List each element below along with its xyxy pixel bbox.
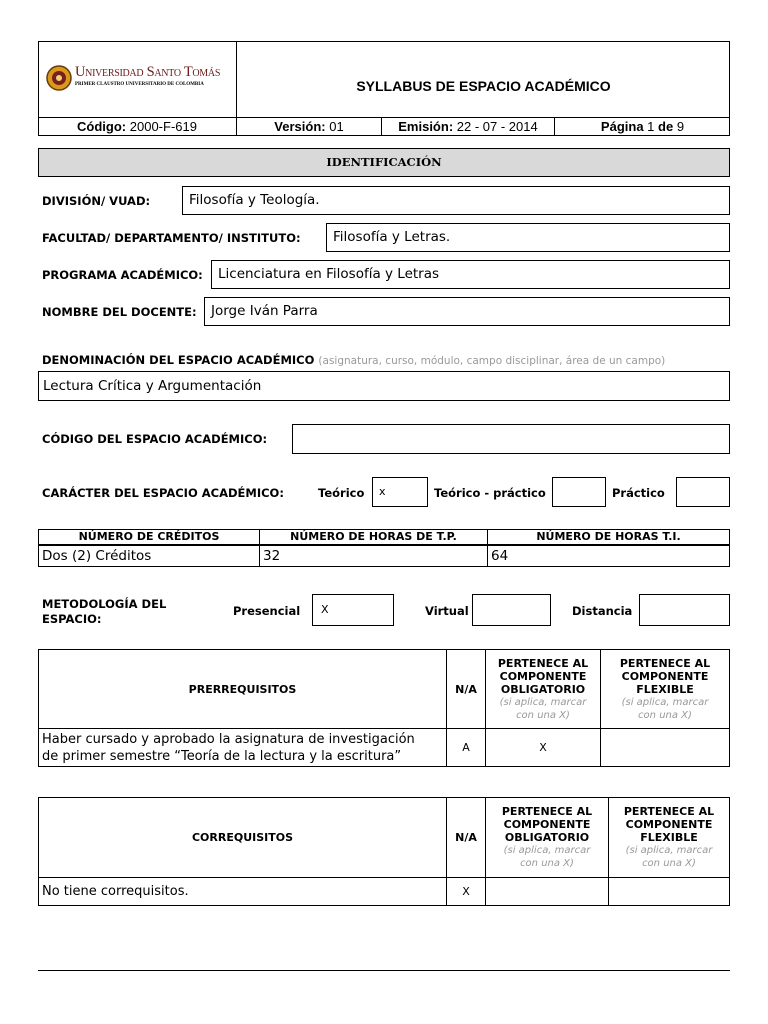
denominacion-field[interactable]: Lectura Crítica y Argumentación (38, 371, 730, 401)
correquisitos-row-na: X (447, 878, 486, 906)
correquisitos-table (38, 797, 730, 906)
footer-rule (38, 970, 730, 971)
codigo-espacio-label: CÓDIGO DEL ESPACIO ACADÉMICO: (42, 432, 268, 446)
prerrequisitos-row-na: A (447, 729, 486, 767)
division-field[interactable]: Filosofía y Teología. (182, 186, 730, 215)
codigo-espacio-field[interactable] (292, 424, 730, 454)
creditos-header: NÚMERO DE CRÉDITOS (39, 530, 260, 545)
caracter-label: CARÁCTER DEL ESPACIO ACADÉMICO: (42, 486, 284, 500)
correquisitos-row-text: No tiene correquisitos. (39, 878, 447, 906)
correquisitos-header: CORREQUISITOS (39, 798, 447, 878)
horas-tp-value: 32 (260, 545, 488, 567)
prerrequisitos-flexible-header: PERTENECE AL COMPONENTE FLEXIBLE (si aplica, marcar con una X) (601, 650, 730, 729)
correquisitos-flexible-header: PERTENECE AL COMPONENTE FLEXIBLE (si aplica, marcar con una X) (609, 798, 730, 878)
docente-field[interactable]: Jorge Iván Parra (204, 297, 730, 326)
teorico-label: Teórico (318, 486, 365, 500)
distancia-label: Distancia (572, 604, 633, 618)
facultad-field[interactable]: Filosofía y Letras. (326, 223, 730, 252)
university-seal-icon (46, 65, 72, 91)
teorico-practico-label: Teórico - práctico (434, 486, 546, 500)
document-title: SYLLABUS DE ESPACIO ACADÉMICO (356, 78, 611, 94)
correquisitos-obligatorio-header: PERTENECE AL COMPONENTE OBLIGATORIO (si aplica, marcar con una X) (486, 798, 609, 878)
prerrequisitos-row-text: Haber cursado y aprobado la asignatura de investigación de primer semestre “Teoría de la lectura y la escritura” (39, 729, 447, 767)
teorico-checkbox[interactable]: x (372, 477, 428, 507)
practico-checkbox[interactable] (676, 477, 730, 507)
university-logo (46, 64, 232, 94)
distancia-checkbox[interactable] (639, 594, 730, 626)
horas-ti-value: 64 (488, 545, 730, 567)
correquisitos-row-obligatorio (486, 878, 609, 906)
horas-tp-header: NÚMERO DE HORAS DE T.P. (260, 530, 488, 545)
correquisitos-row-flexible (609, 878, 730, 906)
prerrequisitos-table (38, 649, 730, 767)
prerrequisitos-row-obligatorio: X (486, 729, 601, 767)
correquisitos-na-header: N/A (447, 798, 486, 878)
prerrequisitos-obligatorio-header: PERTENECE AL COMPONENTE OBLIGATORIO (si aplica, marcar con una X) (486, 650, 601, 729)
header-emision: Emisión: 22 - 07 - 2014 (398, 119, 538, 134)
prerrequisitos-na-header: N/A (447, 650, 486, 729)
virtual-label: Virtual (425, 604, 469, 618)
teorico-practico-checkbox[interactable] (552, 477, 606, 507)
division-label: DIVISIÓN/ VUAD: (42, 194, 151, 208)
prerrequisitos-header: PRERREQUISITOS (39, 650, 447, 729)
metodologia-label: METODOLOGÍA DEL ESPACIO: (42, 597, 167, 626)
programa-label: PROGRAMA ACADÉMICO: (42, 268, 203, 282)
prerrequisitos-row-flexible (601, 729, 730, 767)
practico-label: Práctico (612, 486, 665, 500)
programa-field[interactable]: Licenciatura en Filosofía y Letras (211, 260, 730, 289)
header-codigo: Código: 2000-F-619 (77, 119, 197, 134)
creditos-value: Dos (2) Créditos (39, 545, 260, 567)
denominacion-label: DENOMINACIÓN DEL ESPACIO ACADÉMICO (asignatura, curso, módulo, campo disciplinar, área de un campo) (42, 353, 666, 367)
denominacion-hint: (asignatura, curso, módulo, campo disciplinar, área de un campo) (318, 355, 666, 367)
facultad-label: FACULTAD/ DEPARTAMENTO/ INSTITUTO: (42, 231, 301, 245)
creditos-table (38, 529, 730, 567)
presencial-label: Presencial (233, 604, 301, 618)
horas-ti-header: NÚMERO DE HORAS T.I. (488, 530, 730, 545)
university-logo-name: Universidad Santo Tomás (75, 64, 221, 80)
header-version: Versión: 01 (274, 119, 344, 134)
header-pagina: Página 1 de 9 (600, 119, 685, 134)
virtual-checkbox[interactable] (472, 594, 551, 626)
header-row-divider (38, 117, 730, 118)
section-title-identificacion: IDENTIFICACIÓN (38, 148, 730, 177)
docente-label: NOMBRE DEL DOCENTE: (42, 305, 197, 319)
university-logo-tagline: PRIMER CLAUSTRO UNIVERSITARIO DE COLOMBIA (75, 82, 204, 87)
presencial-checkbox[interactable]: X (312, 594, 394, 626)
